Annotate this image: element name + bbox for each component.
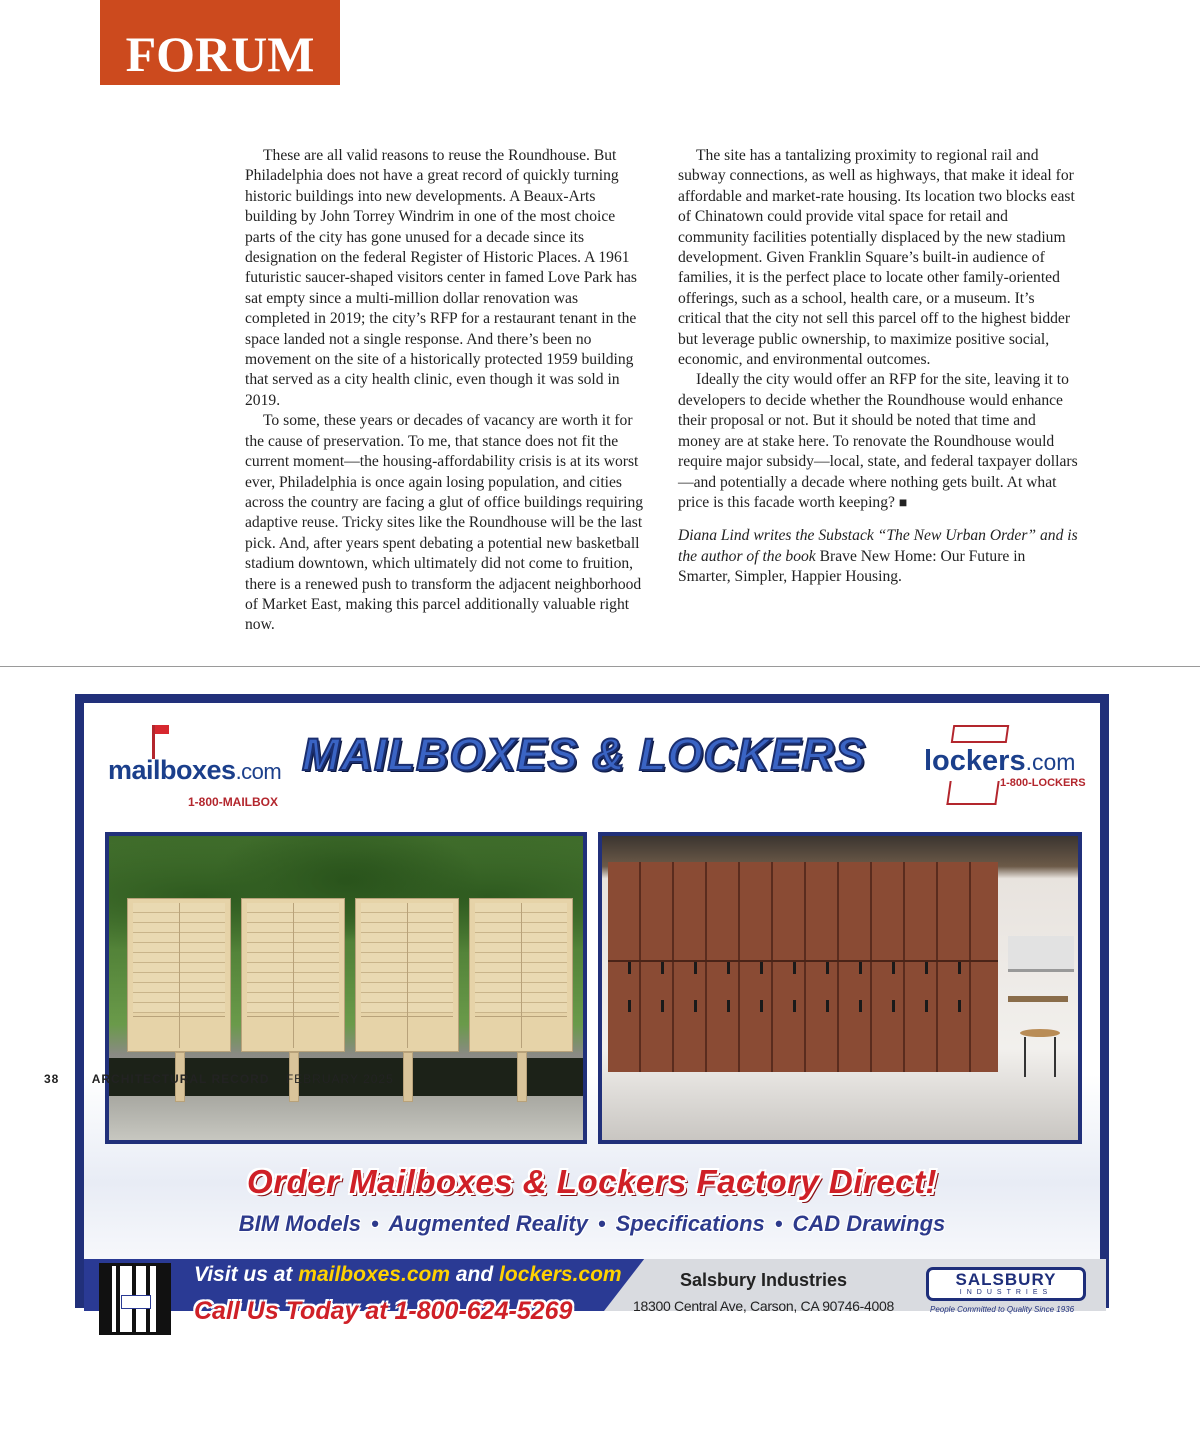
- brand-tagline: People Committed to Quality Since 1936: [930, 1305, 1075, 1314]
- bullet-icon: •: [370, 1211, 379, 1236]
- link-lockers[interactable]: lockers.com: [499, 1263, 622, 1286]
- magazine-name: ARCHITECTURAL RECORD: [91, 1072, 270, 1086]
- link-mailboxes[interactable]: mailboxes.com: [298, 1263, 450, 1286]
- logo-tld: .com: [1025, 749, 1076, 775]
- company-name: Salsbury Industries: [680, 1270, 848, 1290]
- feature-item: CAD Drawings: [792, 1211, 946, 1236]
- paragraph: These are all valid reasons to reuse the Roundhouse. But Philadelphia does not have a great record of quickly turning historic buildings into new developments. A Beaux-Arts building by John Torrey Windrim in one of the most choice parts of the city has gone unused for a decade since its designation on the federal Register of Historic Places. A 1961 futuristic saucer-shaped visitors center in famed Love Park has sat empty since a multi-million dollar renovation was completed in 2019; the city’s RFP for a restaurant tenant in the space landed not a single response. And there’s been no movement on the site of a historically protected 1959 building that served as a city health clinic, even though it was sold in 2019.: [245, 147, 637, 409]
- bullet-icon: •: [597, 1211, 606, 1236]
- paragraph-text: Ideally the city would offer an RFP for the site, leaving it to developers to decide whether the Roundhouse would enhance their proposal or not. But it should be noted that time and money are at stake here. To renovate the Roundhouse would require major subsidy—local, state, and federal taxpayer dollars—and potentially a decade where nothing gets built. At what price is this facade worth keeping?: [678, 371, 1078, 511]
- end-mark-icon: ■: [898, 495, 908, 511]
- page-footer: [44, 1072, 394, 1086]
- advertisement[interactable]: [75, 694, 1109, 1325]
- mailboxes-photo: [105, 832, 587, 1144]
- section-tab: [100, 0, 340, 85]
- article-column-right: [678, 146, 1078, 588]
- logo-name: lockers: [924, 745, 1026, 777]
- book-title: Brave New Home: Our Future in Smarter, Simpler, Happier Housing.: [678, 547, 1026, 586]
- brand-sub: INDUSTRIES: [959, 1289, 1053, 1296]
- locker-icon: [951, 725, 1010, 743]
- section-label: FORUM: [125, 26, 315, 82]
- visit-prefix: Visit us at: [194, 1263, 293, 1286]
- lockers-photo: [598, 832, 1082, 1144]
- logo-tld: .com: [235, 759, 282, 784]
- mailbox-flag-icon: [152, 725, 155, 759]
- call-line[interactable]: Call Us Today at 1-800-624-5269: [194, 1297, 573, 1325]
- ad-headline: [302, 729, 912, 799]
- logo-phone: 1-800-LOCKERS: [1000, 777, 1086, 789]
- mailboxes-logo: [108, 725, 293, 815]
- brand-name: SALSBURY: [955, 1270, 1057, 1289]
- paragraph: [678, 370, 1078, 514]
- company-address: 18300 Central Ave, Carson, CA 90746-4008: [633, 1298, 894, 1314]
- lockers-logo: [924, 725, 1102, 815]
- feature-item: Specifications: [615, 1211, 765, 1236]
- author-credit: [678, 526, 1078, 587]
- page-number: 38: [44, 1072, 60, 1086]
- ad-call-to-action: Order Mailboxes & Lockers Factory Direct!: [247, 1163, 937, 1200]
- visit-and: and: [455, 1263, 494, 1286]
- paragraph: To some, these years or decades of vacancy are worth it for the cause of preservation. To me, that stance does not fit the current moment—the housing-affordability crisis is at its worst ever, Philadelphia is once again losing population, and cities across the country are facing a glut of office buildings requiring adaptive reuse. Tricky sites like the Roundhouse will be the last pick. And, after years spent debating a potential new basketball stadium downtown, which ultimately did not come to fruition, there is a renewed push to transform the adjacent neighborhood of Market East, making this parcel additionally valuable right now.: [245, 412, 644, 634]
- bullet-icon: •: [774, 1211, 783, 1236]
- paragraph: The site has a tantalizing proximity to regional rail and subway connections, as well as highways, that make it ideal for affordable and market-rate housing. Its location two blocks east of Chinatown could provide vital space for retail and community facilities potentially displaced by the new stadium development. Given Franklin Square’s built-in audience of families, it is the perfect place to locate other family-oriented offerings, such as a school, health care, or a museum. It’s critical that the city not sell this parcel off to the highest bidder but leverage public ownership, to maximize positive social, economic, and environmental outcomes.: [678, 147, 1075, 369]
- credit-text: Diana Lind writes the Substack “The New Urban Order” and is the author of the book: [678, 527, 1078, 565]
- logo-name: mailboxes: [108, 755, 236, 785]
- logo-phone: 1-800-MAILBOX: [188, 795, 279, 809]
- feature-item: BIM Models: [238, 1211, 361, 1236]
- issue-date: FEBRUARY 2025: [285, 1072, 394, 1086]
- salsbury-logo: [926, 1267, 1086, 1301]
- ad-feature-list: [84, 1211, 1100, 1237]
- article-column-left: [245, 146, 645, 636]
- visit-line: [194, 1263, 622, 1287]
- divider-rule: [0, 666, 1200, 667]
- feature-item: Augmented Reality: [388, 1211, 588, 1236]
- headline-text: MAILBOXES & LOCKERS: [302, 729, 867, 780]
